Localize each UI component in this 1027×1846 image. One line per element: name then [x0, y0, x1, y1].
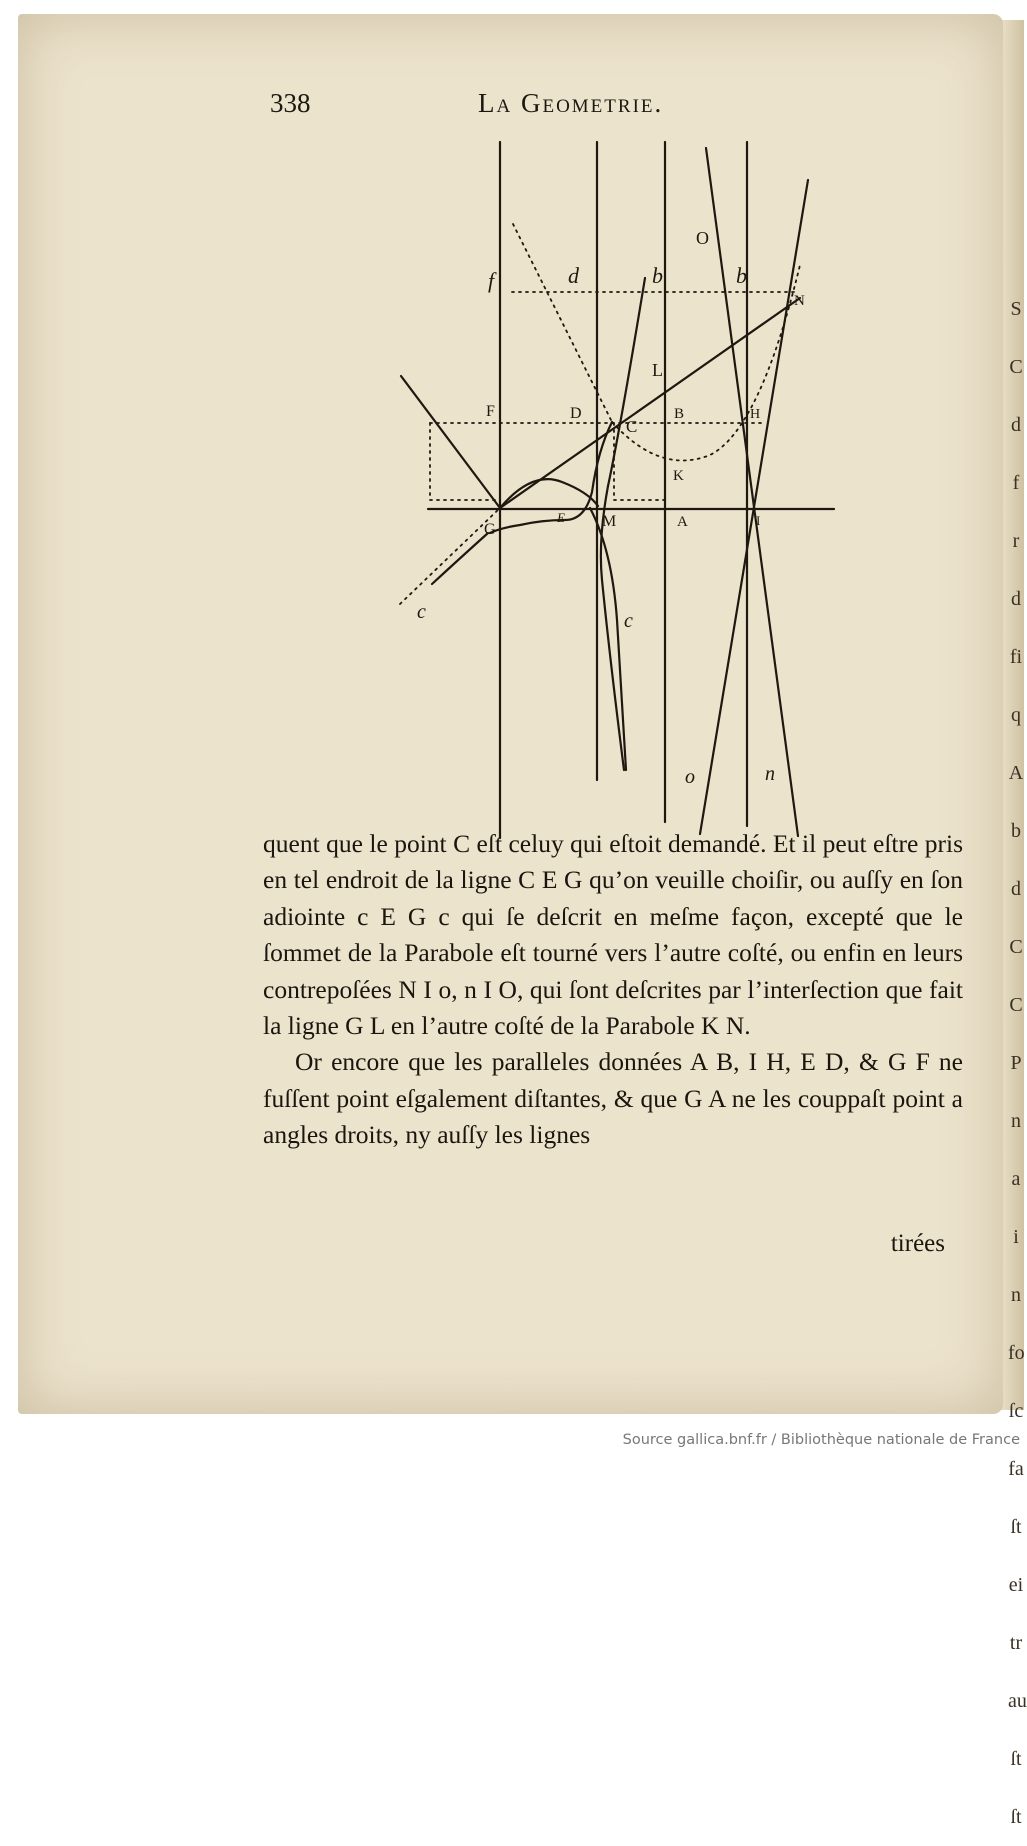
label-A: A: [677, 514, 688, 530]
label-f: f: [488, 268, 495, 293]
catchword: tirées: [890, 1230, 945, 1257]
label-I: I: [756, 513, 761, 528]
label-E: E: [557, 510, 565, 525]
label-H: H: [750, 407, 761, 422]
paragraph-1: quent que le point C eſt celuy qui eſtoit demandé. Et il peut eſtre pris en tel endroit de la ligne C E G qu’on veuille choiſir, ou auſſy en ſon adiointe c E G c qui ſe deſcrit en meſme façon, excepté que le ſommet de la Parabole eſt tourné vers l’autre coſté, ou enfin en leurs contrepoſées N I o, n I O, qui ſont deſcrites par l’interſection que fait la ligne G L en l’autre coſté de la Parabole K N.: [263, 829, 963, 1041]
label-o-top: O: [696, 228, 709, 248]
label-o-bottom: o: [685, 766, 695, 788]
label-c-left: c: [417, 601, 426, 623]
curve-lower-left: [432, 533, 488, 584]
label-d: d: [568, 263, 579, 288]
label-N: N: [794, 293, 805, 309]
line-O-I-n: [706, 148, 798, 836]
label-C-mid: C: [626, 417, 638, 436]
label-M: M: [602, 513, 617, 530]
facing-page-letters: S C d f r d fi q A b d C C P n a i n fo ſc fa ſt ei tr au ſt ſt: [1008, 298, 1027, 1828]
line-to-G: [401, 376, 500, 508]
label-B: B: [674, 406, 685, 422]
source-credit: Source gallica.bnf.fr / Bibliothèque nationale de France: [622, 1432, 1020, 1448]
page-number: 338: [270, 88, 311, 118]
label-n: n: [765, 763, 775, 785]
label-K: K: [673, 468, 684, 484]
body-text: [263, 826, 963, 1257]
label-b1: b: [652, 263, 663, 288]
running-title: La Geometrie.: [478, 88, 664, 118]
paragraph-2: Or encore que les paralleles données A B, I H, E D, & G F ne fuſſent point eſgalement diſtantes, & que G A ne les couppaſt point a angles droits, ny auſſy les lignes: [263, 1047, 963, 1150]
line-GLN: [500, 298, 800, 508]
curve-GEc: [500, 479, 598, 508]
label-L: L: [652, 360, 663, 380]
label-D: D: [570, 405, 582, 422]
label-G: G: [484, 521, 496, 538]
label-c-mid: c: [624, 610, 633, 632]
label-b2: b: [736, 263, 747, 288]
label-F: F: [486, 403, 495, 420]
